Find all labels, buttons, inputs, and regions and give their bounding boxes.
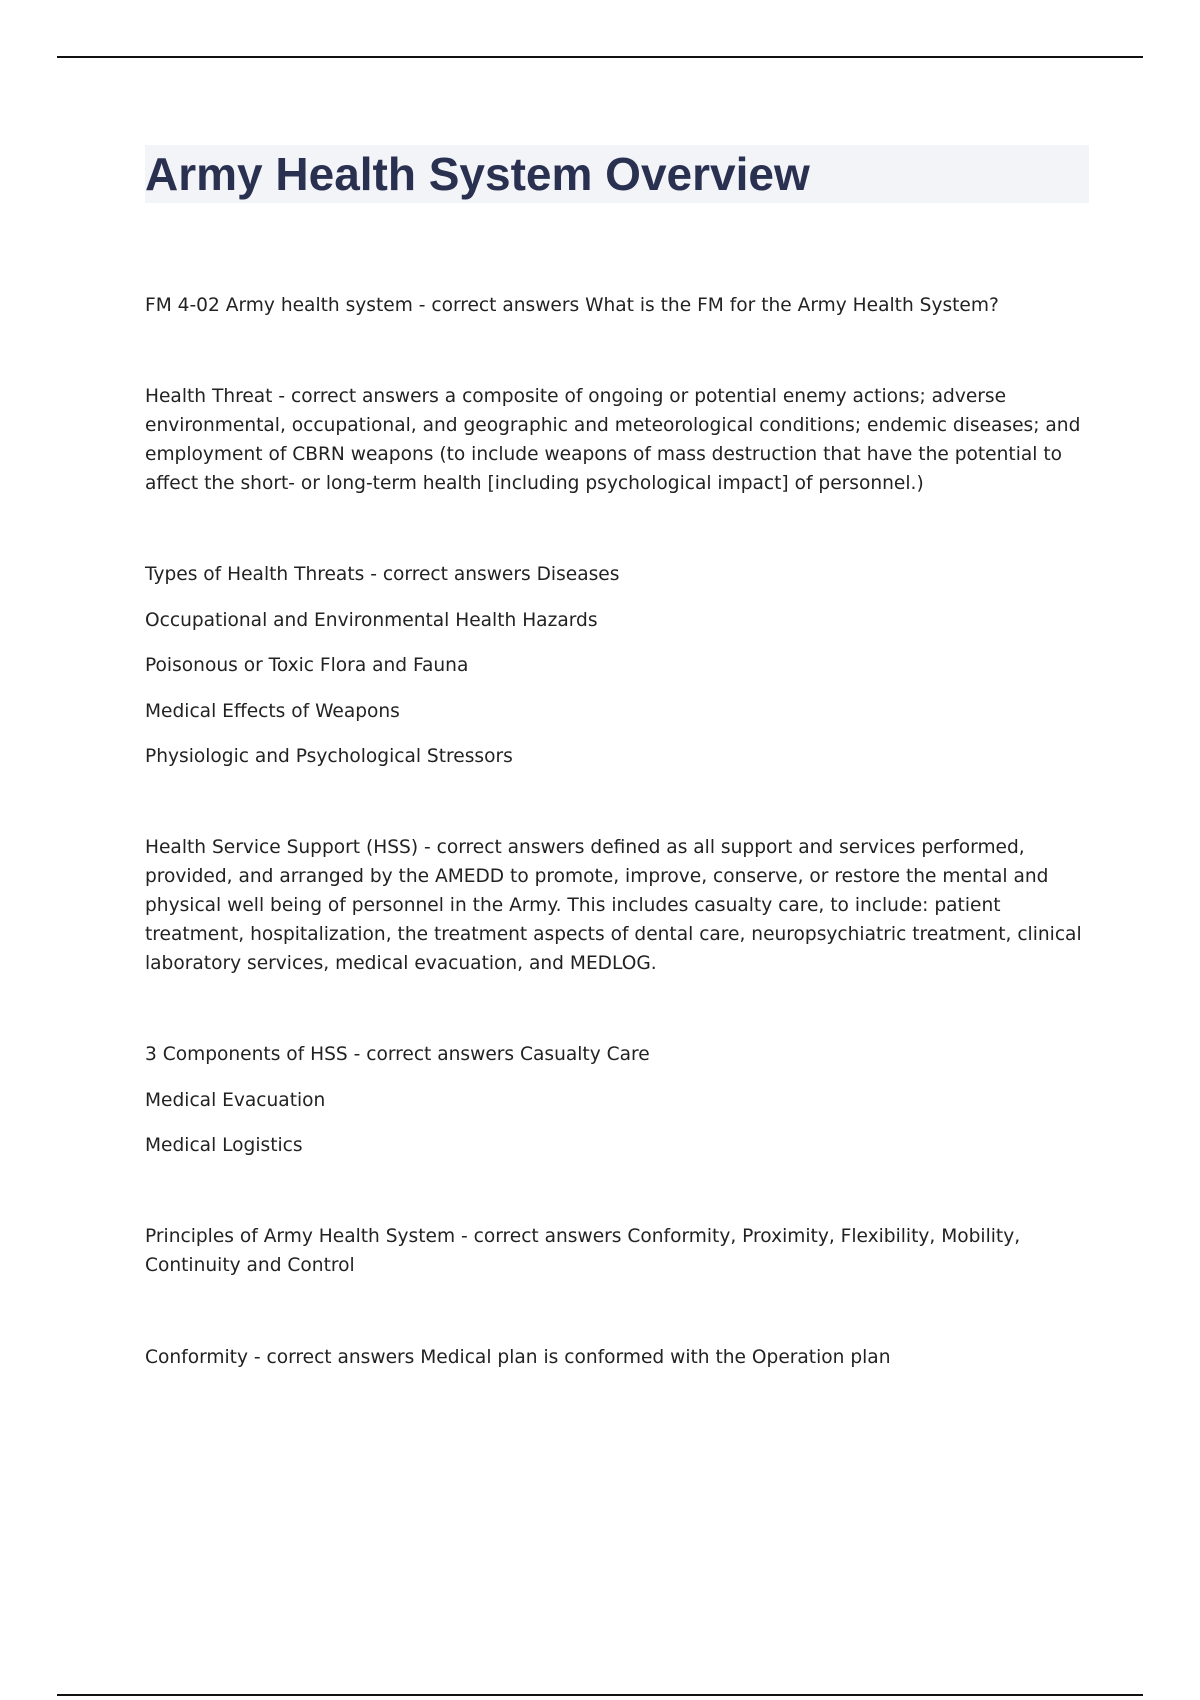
document-title: Army Health System Overview <box>145 148 810 200</box>
list-item: Medical Evacuation <box>145 1090 326 1111</box>
entry-fm: FM 4-02 Army health system - correct answers What is the FM for the Army Health System? <box>145 295 999 316</box>
list-item: Medical Logistics <box>145 1135 303 1156</box>
entry-types-heading: Types of Health Threats - correct answers Diseases <box>145 564 620 585</box>
list-item: Occupational and Environmental Health Hazards <box>145 610 598 631</box>
entry-principles: Principles of Army Health System - correct answers Conformity, Proximity, Flexibility, Mobility, Continuity and Control <box>145 1226 1021 1276</box>
entry-hss: Health Service Support (HSS) - correct answers defined as all support and services performed, provided, and arranged by the AMEDD to promote, improve, conserve, or restore the mental and physical well being of personnel in the Army. This includes casualty care, to include: patient treatment, hospitalization, the treatment aspects of dental care, neuropsychiatric treatment, clinical laboratory services, medical evacuation, and MEDLOG. <box>145 837 1082 974</box>
bottom-rule <box>57 1694 1143 1696</box>
entry-conformity: Conformity - correct answers Medical plan is conformed with the Operation plan <box>145 1347 891 1368</box>
list-item: Physiologic and Psychological Stressors <box>145 746 513 767</box>
top-rule <box>57 56 1143 58</box>
entry-components-heading: 3 Components of HSS - correct answers Casualty Care <box>145 1044 650 1065</box>
entry-health-threat: Health Threat - correct answers a composite of ongoing or potential enemy actions; adverse environmental, occupational, and geographic and meteorological conditions; endemic diseases; and employment of CBRN weapons (to include weapons of mass destruction that have the potential to affect the short- or long-term health [including psychological impact] of personnel.) <box>145 386 1081 494</box>
list-item: Poisonous or Toxic Flora and Fauna <box>145 655 469 676</box>
list-item: Medical Effects of Weapons <box>145 701 400 722</box>
